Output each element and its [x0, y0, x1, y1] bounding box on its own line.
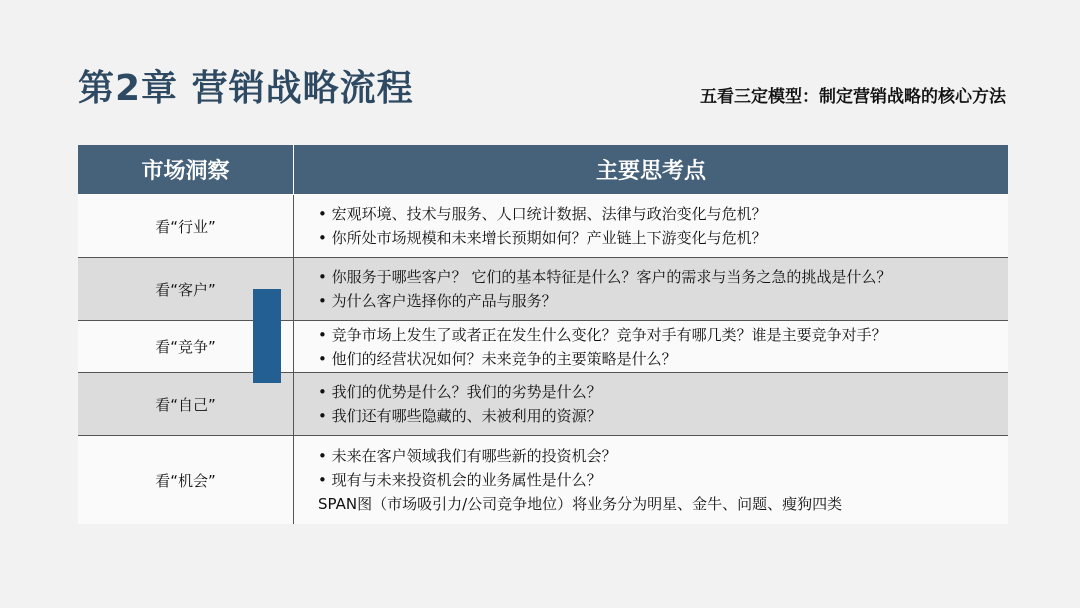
page-title: 第2章 营销战略流程 — [78, 68, 414, 109]
bullet-point: • 现有与未来投资机会的业务属性是什么？ — [318, 468, 1008, 492]
row-label: 看“竞争” — [78, 321, 294, 372]
table-row — [78, 258, 1008, 321]
table-row — [78, 321, 1008, 373]
table-row — [78, 195, 1008, 258]
table-row — [78, 436, 1008, 524]
span-note: SPAN图（市场吸引力/公司竞争地位）将业务分为明星、金牛、问题、瘦狗四类 — [318, 495, 843, 513]
bullet-point: • 未来在客户领域我们有哪些新的投资机会？ — [318, 444, 1008, 468]
row-points — [294, 195, 1008, 257]
column-header-points: 主要思考点 — [595, 159, 706, 184]
bullet-point: • 他们的经营状况如何？未来竞争的主要策略是什么？ — [318, 347, 1008, 371]
page-subtitle: 五看三定模型：制定营销战略的核心方法 — [700, 87, 1006, 107]
row-points — [294, 436, 1008, 524]
accent-bar — [253, 289, 281, 383]
row-label: 看“客户” — [78, 258, 294, 320]
bullet-point: • 我们的优势是什么？我们的劣势是什么？ — [318, 380, 1008, 404]
bullet-point: • 宏观环境、技术与服务、人口统计数据、法律与政治变化与危机？ — [318, 202, 1008, 226]
table-row — [78, 373, 1008, 436]
column-header-insight: 市场洞察 — [78, 145, 294, 194]
row-label: 看“自己” — [78, 373, 294, 435]
row-points — [294, 321, 1008, 372]
table-header — [78, 145, 1008, 195]
market-insight-table — [78, 145, 1008, 524]
row-label: 看“行业” — [78, 195, 294, 257]
bullet-point: • 我们还有哪些隐藏的、未被利用的资源？ — [318, 404, 1008, 428]
bullet-point: • 你服务于哪些客户？ 它们的基本特征是什么？客户的需求与当务之急的挑战是什么？ — [318, 265, 1008, 289]
bullet-point: • 竞争市场上发生了或者正在发生什么变化？竞争对手有哪几类？谁是主要竞争对手？ — [318, 323, 1008, 347]
bullet-point: • 你所处市场规模和未来增长预期如何？产业链上下游变化与危机？ — [318, 226, 1008, 250]
row-points — [294, 373, 1008, 435]
row-points — [294, 258, 1008, 320]
row-label: 看“机会” — [78, 436, 294, 524]
bullet-point: • 为什么客户选择你的产品与服务？ — [318, 289, 1008, 313]
